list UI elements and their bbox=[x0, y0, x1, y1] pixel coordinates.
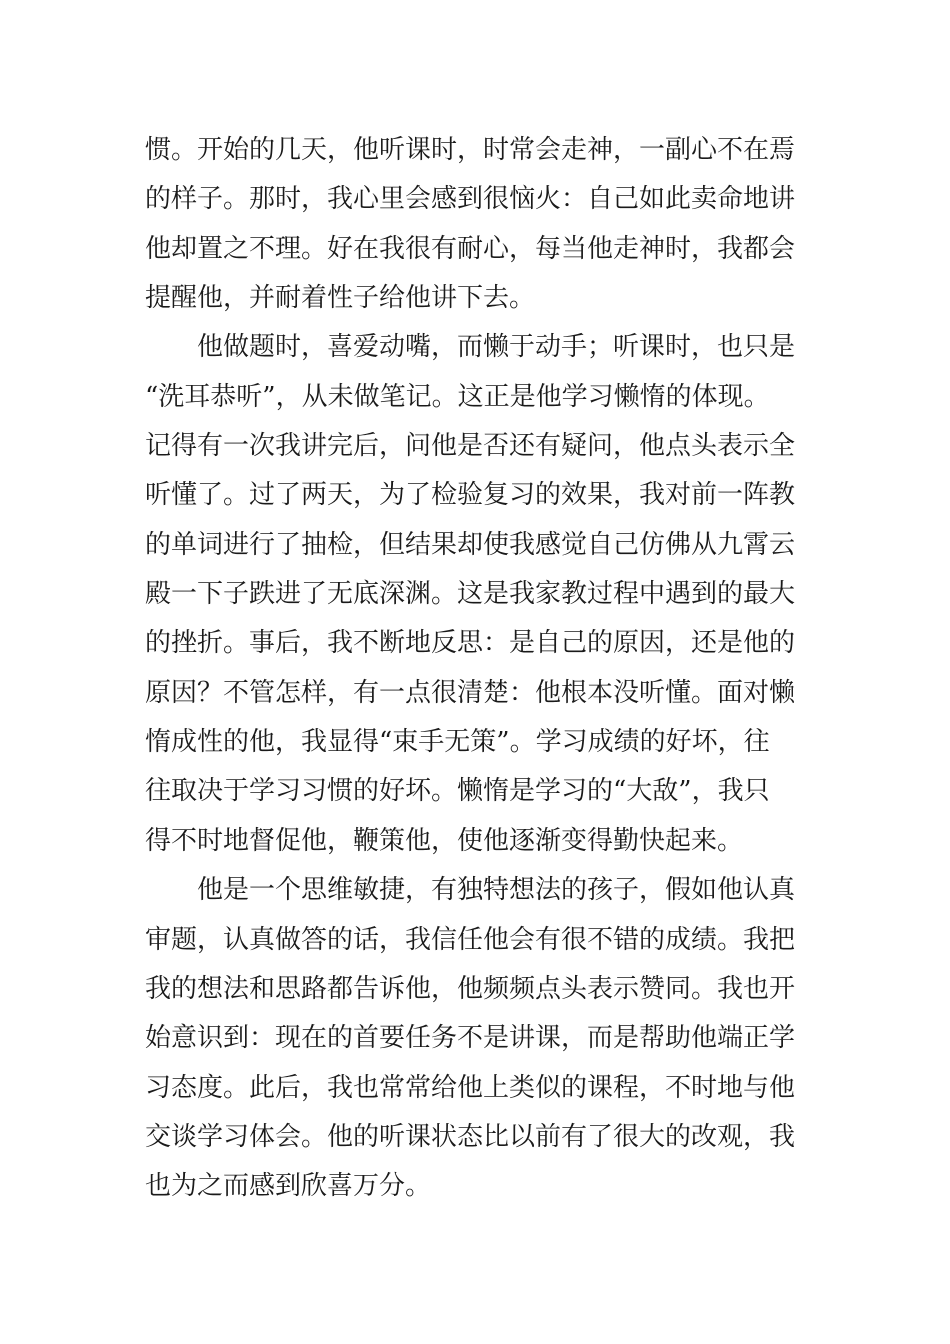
text-line: 审题，认真做答的话，我信任他会有很不错的成绩。我把 bbox=[145, 924, 796, 955]
text-line: 他是一个思维敏捷，有独特想法的孩子，假如他认真 bbox=[145, 875, 796, 906]
text-line: 往取决于学习习惯的好坏。懒惰是学习的“大敌”，我只 bbox=[145, 776, 770, 807]
text-line: “洗耳恭听”，从未做笔记。这正是他学习懒惰的体现。 bbox=[145, 381, 770, 412]
body-text bbox=[145, 126, 810, 1212]
text-line: 的样子。那时，我心里会感到很恼火：自己如此卖命地讲 bbox=[145, 184, 796, 215]
text-line: 听懂了。过了两天，为了检验复习的效果，我对前一阵教 bbox=[145, 480, 796, 511]
text-line: 交谈学习体会。他的听课状态比以前有了很大的改观，我 bbox=[145, 1121, 796, 1152]
text-line: 习态度。此后，我也常常给他上类似的课程，不时地与他 bbox=[145, 1072, 796, 1103]
text-line: 惯。开始的几天，他听课时，时常会走神，一副心不在焉 bbox=[145, 135, 796, 165]
text-line: 原因？不管怎样，有一点很清楚：他根本没听懂。面对懒 bbox=[145, 677, 796, 708]
text-line: 始意识到：现在的首要任务不是讲课，而是帮助他端正学 bbox=[145, 1023, 796, 1054]
text-line: 的挫折。事后，我不断地反思：是自己的原因，还是他的 bbox=[145, 628, 796, 659]
text-line: 得不时地督促他，鞭策他，使他逐渐变得勤快起来。 bbox=[145, 825, 744, 856]
text-line: 他却置之不理。好在我很有耐心，每当他走神时，我都会 bbox=[145, 233, 796, 264]
text-line: 提醒他，并耐着性子给他讲下去。 bbox=[145, 283, 536, 314]
text-line: 他做题时，喜爱动嘴，而懒于动手；听课时，也只是 bbox=[145, 332, 796, 363]
text-line: 也为之而感到欣喜万分。 bbox=[145, 1171, 432, 1202]
text-line: 的单词进行了抽检，但结果却使我感觉自己仿佛从九霄云 bbox=[145, 529, 796, 560]
text-line: 记得有一次我讲完后，问他是否还有疑问，他点头表示全 bbox=[145, 431, 796, 462]
text-line: 我的想法和思路都告诉他，他频频点头表示赞同。我也开 bbox=[145, 973, 796, 1004]
text-line: 殿一下子跌进了无底深渊。这是我家教过程中遇到的最大 bbox=[145, 579, 796, 610]
text-line: 惰成性的他，我显得“束手无策”。学习成绩的好坏，往 bbox=[145, 727, 770, 758]
